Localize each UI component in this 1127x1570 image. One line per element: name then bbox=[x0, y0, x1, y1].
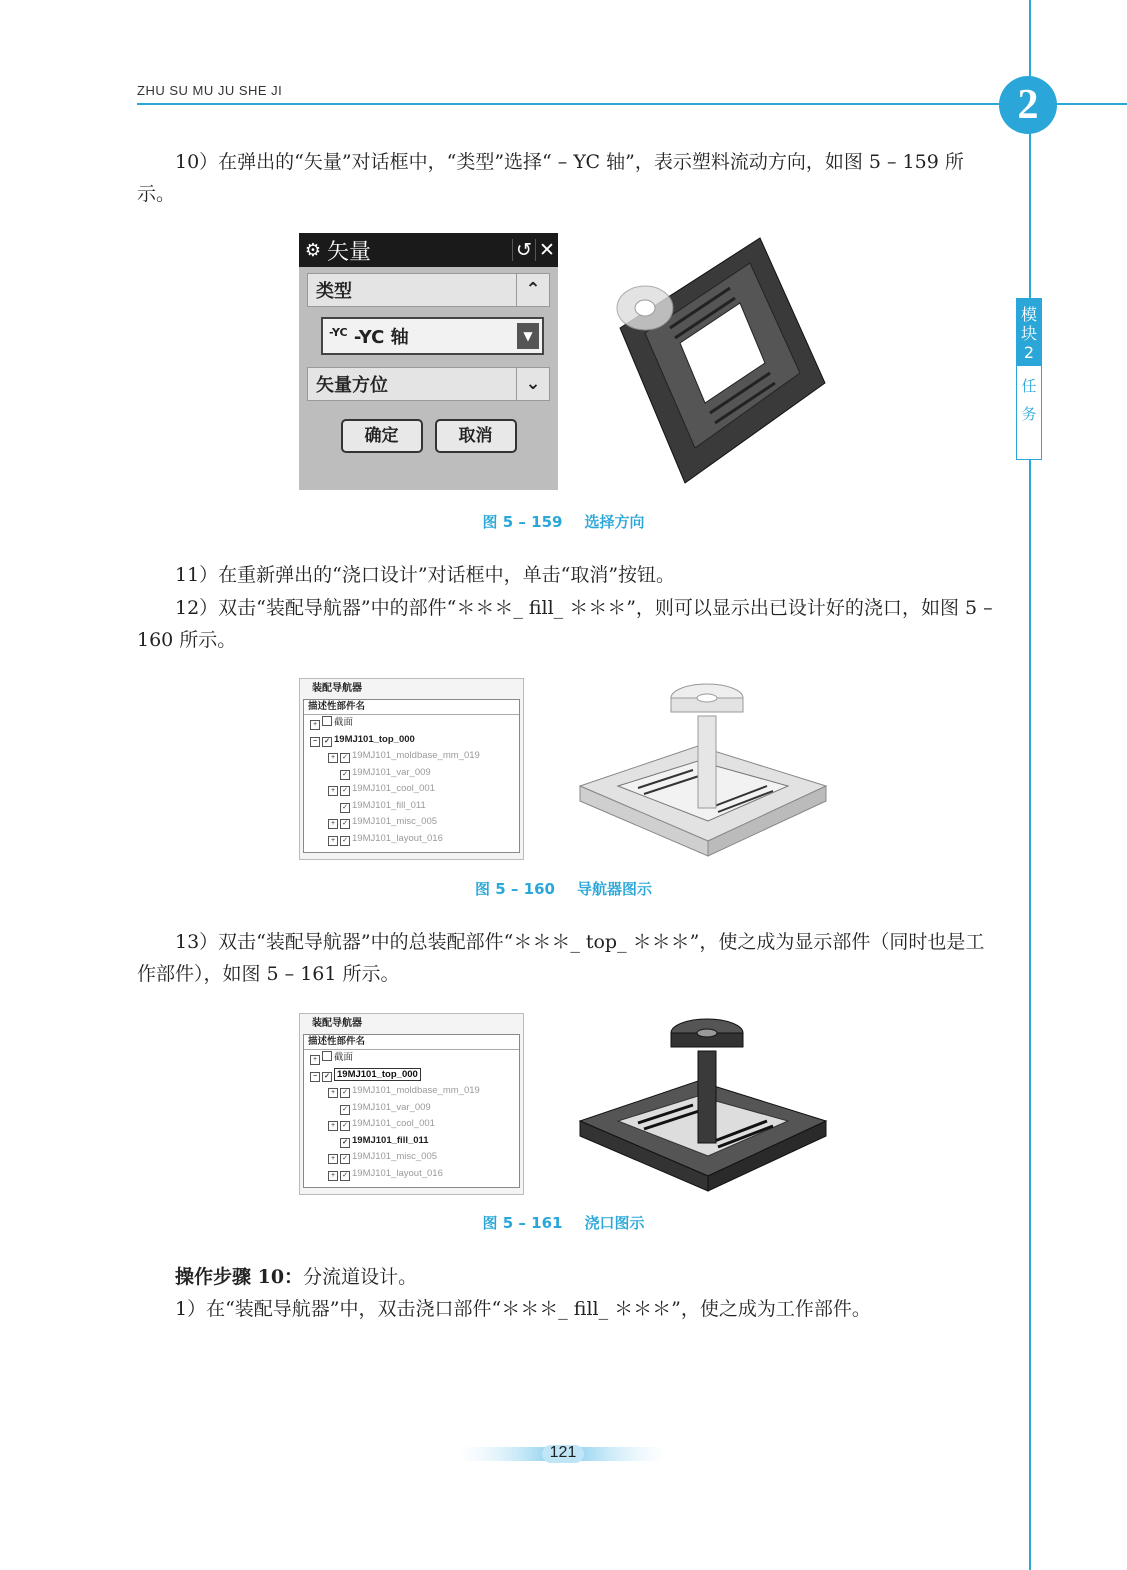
tree-row[interactable]: + ✓ 19MJ101_cool_001 bbox=[304, 1116, 519, 1133]
group-orientation-header[interactable] bbox=[307, 367, 550, 401]
tree-row[interactable]: + 截面 bbox=[304, 1050, 519, 1067]
gate-render-light bbox=[578, 676, 828, 858]
close-icon[interactable]: ✕ bbox=[535, 239, 558, 261]
tree-row[interactable]: + ✓ 19MJ101_layout_016 bbox=[304, 831, 519, 848]
paragraph-11: 11）在重新弹出的“浇口设计”对话框中，单击“取消”按钮。 bbox=[175, 564, 676, 586]
side-tab bbox=[1016, 298, 1042, 460]
dialog-title: 矢量 bbox=[327, 239, 372, 265]
group-type-label: 类型 bbox=[316, 281, 352, 302]
tree-row[interactable]: + ✓ 19MJ101_moldbase_mm_019 bbox=[304, 1083, 519, 1100]
assembly-navigator-160 bbox=[299, 678, 524, 860]
tree-row[interactable]: ✓ 19MJ101_fill_011 bbox=[304, 798, 519, 815]
expand-down-icon[interactable]: ⌄ bbox=[516, 368, 549, 400]
ok-button[interactable]: 确定 bbox=[341, 419, 423, 453]
column-header[interactable]: 描述性部件名 bbox=[304, 1035, 519, 1050]
header-rule bbox=[137, 103, 1127, 105]
chapter-badge: 2 bbox=[999, 76, 1057, 134]
collapse-up-icon[interactable]: ⌃ bbox=[516, 274, 549, 306]
step-10-text: 分流道设计。 bbox=[303, 1266, 418, 1288]
tree-row[interactable]: + ✓ 19MJ101_moldbase_mm_019 bbox=[304, 748, 519, 765]
assembly-navigator-161 bbox=[299, 1013, 524, 1195]
navigator-title: 装配导航器 bbox=[312, 1018, 362, 1029]
yc-axis-icon: -YC bbox=[329, 326, 348, 339]
type-select[interactable] bbox=[321, 317, 544, 355]
dialog-titlebar bbox=[299, 233, 558, 267]
mold-render-tilted bbox=[600, 233, 830, 488]
step-10 bbox=[137, 1261, 997, 1293]
figure-159-caption: 图 5 – 159 选择方向 bbox=[482, 513, 645, 531]
group-type-header[interactable] bbox=[307, 273, 550, 307]
navigator-title: 装配导航器 bbox=[312, 683, 362, 694]
running-title: ZHU SU MU JU SHE JI bbox=[137, 83, 283, 98]
tree-row[interactable]: + ✓ 19MJ101_layout_016 bbox=[304, 1166, 519, 1183]
tree-row[interactable]: + ✓ 19MJ101_misc_005 bbox=[304, 1149, 519, 1166]
chevron-down-icon[interactable]: ▼ bbox=[517, 323, 539, 349]
group-orientation-label: 矢量方位 bbox=[316, 375, 388, 396]
tree-row-selected[interactable]: − ✓ 19MJ101_top_000 bbox=[304, 1067, 519, 1084]
tree-row[interactable]: − ✓ 19MJ101_top_000 bbox=[304, 732, 519, 749]
tree-row[interactable]: + ✓ 19MJ101_cool_001 bbox=[304, 781, 519, 798]
gate-render-dark bbox=[578, 1011, 828, 1193]
gear-icon[interactable]: ⚙ bbox=[304, 239, 322, 261]
margin-rule bbox=[1029, 0, 1031, 1570]
tree-row[interactable]: + 截面 bbox=[304, 715, 519, 732]
column-header[interactable]: 描述性部件名 bbox=[304, 700, 519, 715]
tree-row[interactable]: ✓ 19MJ101_var_009 bbox=[304, 765, 519, 782]
figure-160-caption: 图 5 – 160 导航器图示 bbox=[475, 880, 652, 898]
paragraph-13: 13）双击“装配导航器”中的总装配部件“＊＊＊_ top_ ＊＊＊”，使之成为显示部件（同时也是工作部件），如图 5 – 161 所示。 bbox=[137, 931, 985, 985]
side-tab-module: 模 块 2 bbox=[1017, 299, 1041, 366]
paragraph-10: 10）在弹出的“矢量”对话框中，“类型”选择“ – YC 轴”，表示塑料流动方向，如图 5 – 159 所示。 bbox=[137, 151, 964, 205]
cancel-button[interactable]: 取消 bbox=[435, 419, 517, 453]
vector-dialog bbox=[299, 233, 558, 490]
step-10-label: 操作步骤 10： bbox=[175, 1266, 304, 1288]
paragraph-1: 1）在“装配导航器”中，双击浇口部件“＊＊＊_ fill_ ＊＊＊”，使之成为工作部件。 bbox=[175, 1298, 871, 1320]
tree-row[interactable]: + ✓ 19MJ101_misc_005 bbox=[304, 814, 519, 831]
tree-row[interactable]: ✓ 19MJ101_var_009 bbox=[304, 1100, 519, 1117]
type-select-value: -YC 轴 bbox=[353, 327, 409, 348]
page-number: 121 bbox=[549, 1444, 577, 1461]
tree-row[interactable]: ✓ 19MJ101_fill_011 bbox=[304, 1133, 519, 1150]
figure-161-caption: 图 5 – 161 浇口图示 bbox=[482, 1214, 645, 1232]
reset-icon[interactable]: ↺ bbox=[512, 239, 535, 261]
side-tab-task: 任 务 bbox=[1021, 377, 1037, 423]
paragraph-12: 12）双击“装配导航器”中的部件“＊＊＊_ fill_ ＊＊＊”，则可以显示出已设计好的浇口，如图 5 – 160 所示。 bbox=[137, 597, 993, 651]
